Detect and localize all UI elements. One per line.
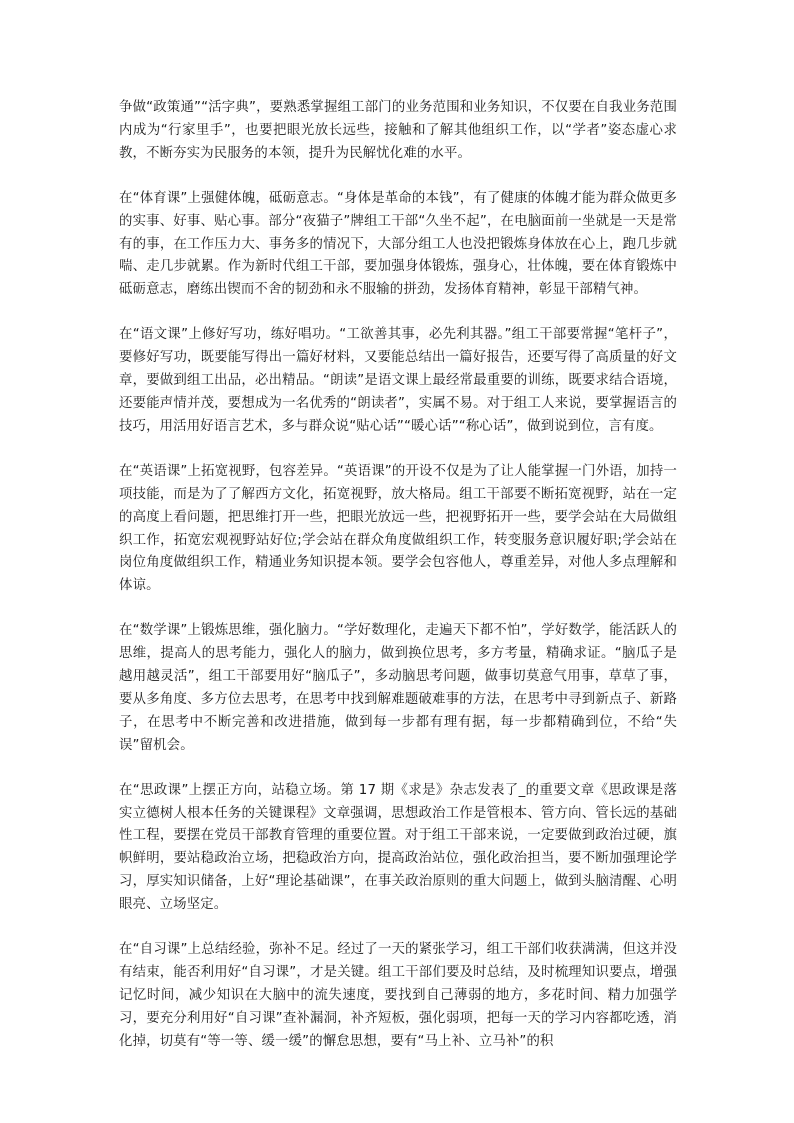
paragraph-chinese-class: 在“语文课”上修好写功，练好唱功。“工欲善其事，必先利其器。”组工干部要常握“笔杆子”，要修好写功，既要能写得出一篇好材料，又要能总结出一篇好报告，还要写得了高质量的好文章，要做到组工出品，必出精品。“朗读”是语文课上最经常最重要的训练，既要求结合语境，还要能声情并茂，要想成为一名优秀的“朗读者”，实属不易。对于组工人来说，要掌握语言的技巧，用活用好语言艺术，多与群众说“贴心话”“暖心话”“称心话”，做到说到位，言有度。 [119,327,677,434]
paragraph-politics-class: 在“思政课”上摆正方向，站稳立场。第 17 期《求是》杂志发表了_的重要文章《思政课是落实立德树人根本任务的关键课程》文章强调，思想政治工作是管根本、管方向、管长远的基础性工程，要摆在党员干部教育管理的重要位置。对于组工干部来说，一定要做到政治过硬，旗帜鲜明，要站稳政治立场，把稳政治方向，提高政治站位，强化政治担当，要不断加强理论学习，厚实知识储备，上好“理论基础课”，在事关政治原则的重大问题上，做到头脑清醒、心明眼亮、立场坚定。 [119,782,677,913]
document-body [119,97,677,1076]
paragraph-policy-expert: 争做“政策通”“活字典”，要熟悉掌握组工部门的业务范围和业务知识，不仅要在自我业务范围内成为“行家里手”，也要把眼光放长远些，接触和了解其他组织工作，以“学者”姿态虚心求教，不断夯实为民服务的本领，提升为民解忧化难的水平。 [119,100,677,161]
paragraph-math-class: 在“数学课”上锻炼思维，强化脑力。“学好数理化，走遍天下都不怕”，学好数学，能活跃人的思维，提高人的思考能力，强化人的脑力，做到换位思考，多方考量，精确求证。“脑瓜子是越用越灵活”，组工干部要用好“脑瓜子”，多动脑思考问题，做事切莫意气用事，草草了事，要从多角度、多方位去思考，在思考中找到解难题破难事的方法，在思考中寻到新点子、新路子，在思考中不断完善和改进措施，做到每一步都有理有据，每一步都精确到位，不给“失误”留机会。 [119,623,677,753]
paragraph-self-study-class: 在“自习课”上总结经验，弥补不足。经过了一天的紧张学习，组工干部们收获满满，但这并没有结束，能否利用好“自习课”，才是关键。组工干部们要及时总结，及时梳理知识要点，增强记忆时间，减少知识在大脑中的流失速度，要找到自己薄弱的地方，多花时间、精力加强学习，要充分利用好“自习课”查补漏洞，补齐短板，强化弱项，把每一天的学习内容都吃透，消化掉，切莫有“等一等、缓一缓”的懈怠思想，要有“马上补、立马补”的积 [119,942,677,1049]
paragraph-english-class: 在“英语课”上拓宽视野，包容差异。“英语课”的开设不仅是为了让人能掌握一门外语，加持一项技能，而是为了了解西方文化，拓宽视野，放大格局。组工干部要不断拓宽视野，站在一定的高度上看问题，把思维打开一些，把眼光放远一些，把视野拓开一些，要学会站在大局做组织工作，拓宽宏观视野站好位;学会站在群众角度做组织工作，转变服务意识履好职;学会站在岗位角度做组织工作，精通业务知识提本领。要学会包容他人，尊重差异，对他人多点理解和体谅。 [119,463,677,594]
paragraph-pe-class: 在“体育课”上强健体魄，砥砺意志。“身体是革命的本钱”，有了健康的体魄才能为群众做更多的实事、好事、贴心事。部分“夜猫子”牌组工干部“久坐不起”，在电脑面前一坐就是一天是常有的事，在工作压力大、事务多的情况下，大部分组工人也没把锻炼身体放在心上，跑几步就喘、走几步就累。作为新时代组工干部，要加强身体锻炼，强身心，壮体魄，要在体育锻炼中砥砺意志，磨练出锲而不舍的韧劲和永不服输的拼劲，发扬体育精神，彰显干部精气神。 [119,190,677,298]
